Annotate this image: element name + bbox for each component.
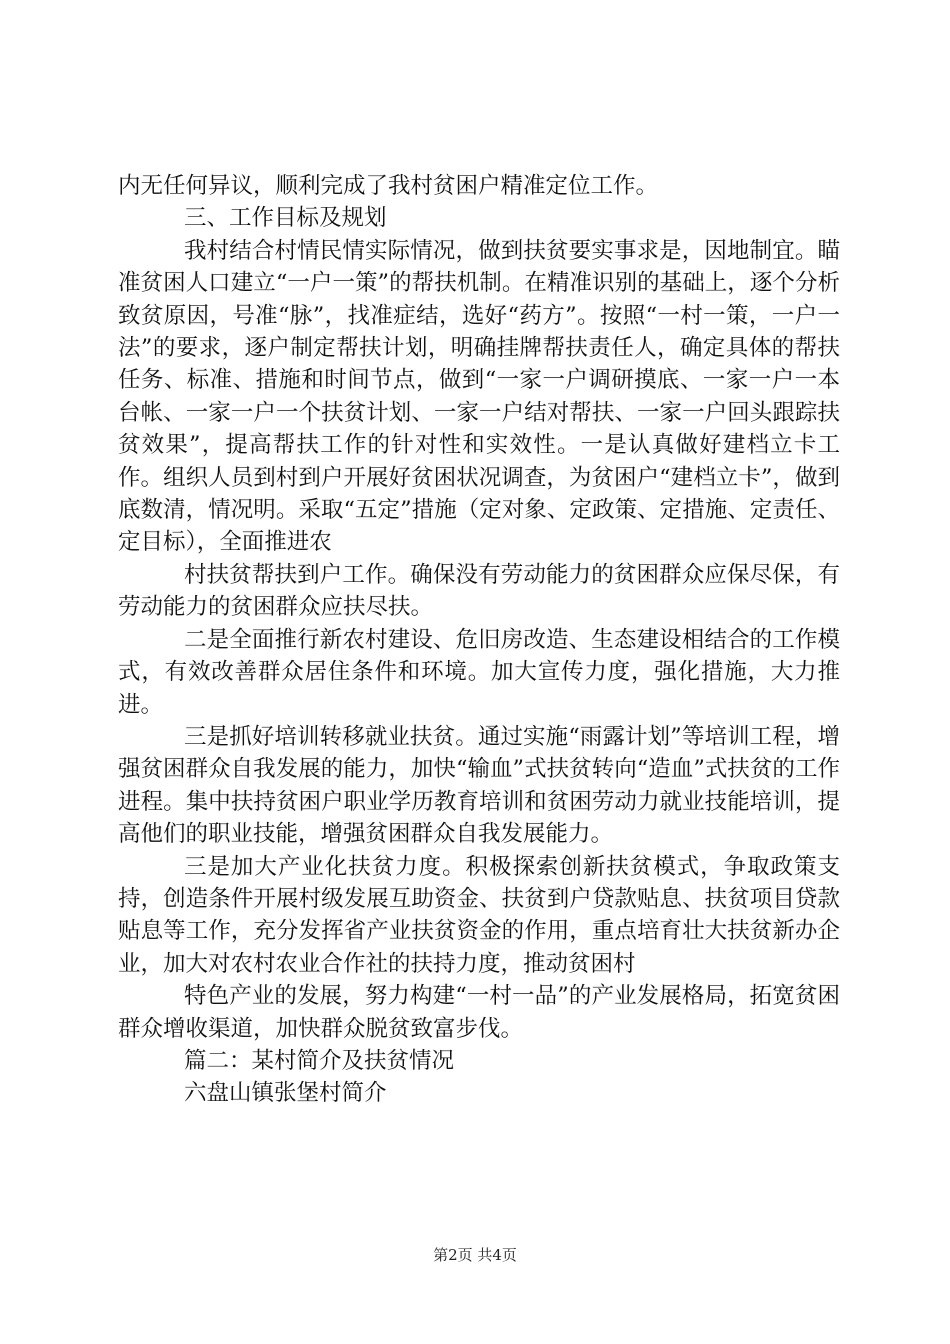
subheading: 六盘山镇张堡村简介 xyxy=(184,1080,387,1107)
article-heading: 篇二：某村简介及扶贫情况 xyxy=(184,1047,455,1074)
page-footer: 第2页 共4页 xyxy=(433,1246,517,1264)
paragraph: 三是抓好培训转移就业扶贫。通过实施“雨露计划”等培训工程，增强贫困群众自我发展的能力，加快“输血”式扶贫转向“造血”式扶贫的工作进程。集中扶持贫困户职业学历教育培训和贫困劳动力就业技能培训，提高他们的职业技能，增强贫困群众自我发展能力。 xyxy=(118,723,840,848)
paragraph: 二是全面推行新农村建设、危旧房改造、生态建设相结合的工作模式，有效改善群众居住条件和环境。加大宣传力度，强化措施，大力推进。 xyxy=(118,626,840,718)
paragraph: 村扶贫帮扶到户工作。确保没有劳动能力的贫困群众应保尽保，有劳动能力的贫困群众应扶尽扶。 xyxy=(118,561,840,621)
paragraph: 我村结合村情民情实际情况，做到扶贫要实事求是，因地制宜。瞄准贫困人口建立“一户一策”的帮扶机制。在精准识别的基础上，逐个分析致贫原因，号准“脉”，找准症结，选好“药方”。按照“一村一策，一户一法”的要求，逐户制定帮扶计划，明确挂牌帮扶责任人，确定具体的帮扶任务、标准、措施和时间节点，做到“一家一户调研摸底、一家一户一本台帐、一家一户一个扶贫计划、一家一户结对帮扶、一家一户回头跟踪扶贫效果”，提高帮扶工作的针对性和实效性。一是认真做好建档立卡工作。组织人员到村到户开展好贫困状况调查，为贫困户“建档立卡”，做到底数清，情况明。采取“五定”措施（定对象、定政策、定措施、定责任、定目标），全面推进农 xyxy=(118,237,840,556)
paragraph: 内无任何异议，顺利完成了我村贫困户精准定位工作。 xyxy=(118,173,659,199)
paragraph: 三是加大产业化扶贫力度。积极探索创新扶贫模式，争取政策支持，创造条件开展村级发展互助资金、扶贫到户贷款贴息、扶贫项目贷款贴息等工作，充分发挥省产业扶贫资金的作用，重点培育壮大扶贫新办企业，加大对农村农业合作社的扶持力度，推动贫困村 xyxy=(118,853,840,977)
document-body xyxy=(118,170,840,1110)
paragraph: 特色产业的发展，努力构建“一村一品”的产业发展格局，拓宽贫困群众增收渠道，加快群众脱贫致富步伐。 xyxy=(118,983,840,1042)
section-heading: 三、工作目标及规划 xyxy=(184,205,387,232)
